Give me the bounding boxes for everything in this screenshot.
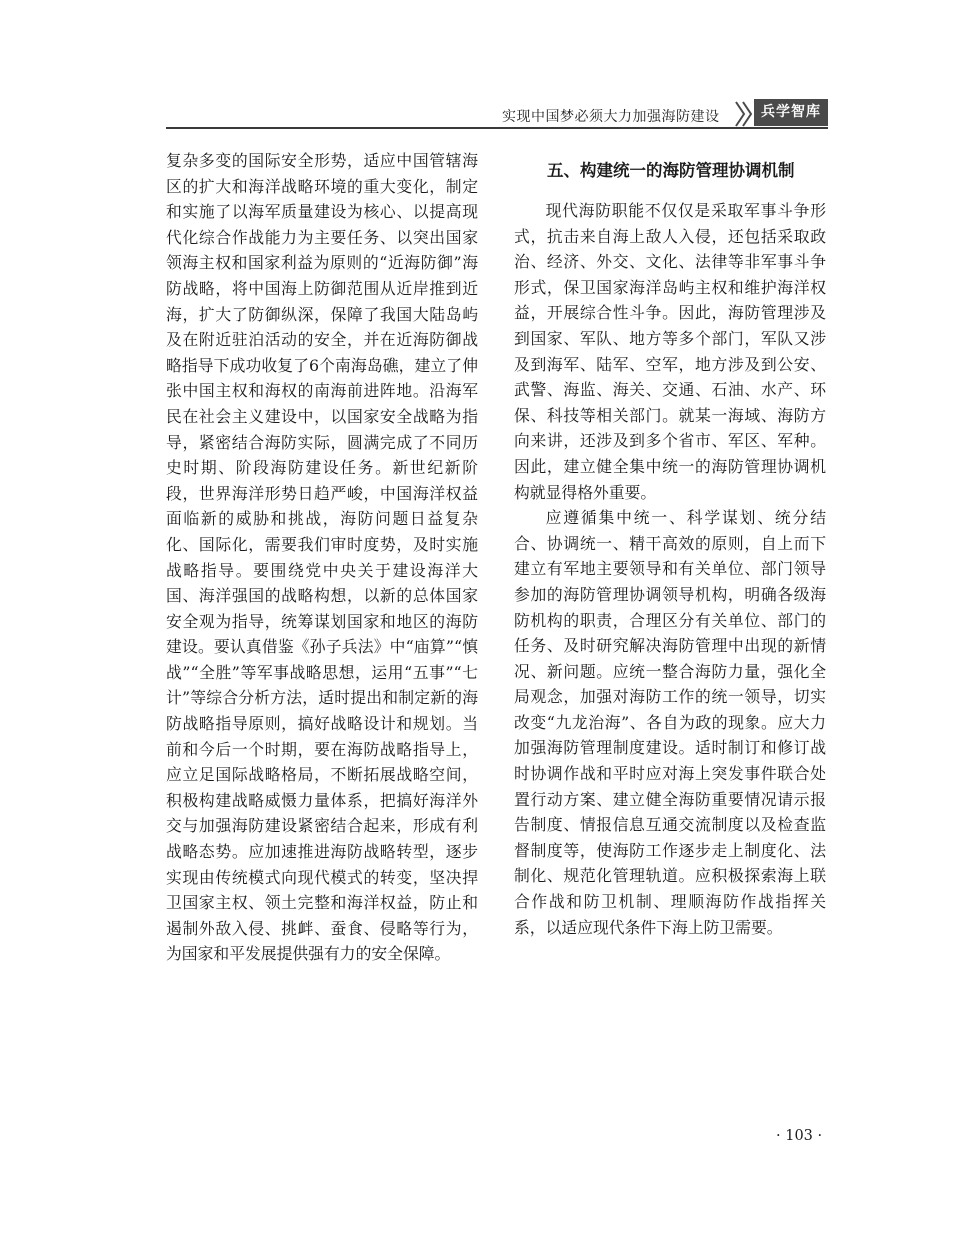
body-paragraph: 现代海防职能不仅仅是采取军事斗争形式，抗击来自海上敌人入侵，还包括采取政治、经济、外交、文化、法律等非军事斗争形式，保卫国家海洋岛屿主权和维护海洋权益，开展综合性斗争。因此，海防管理涉及到国家、军队、地方等多个部门，军队又涉及到海军、陆军、空军，地方涉及到公安、武警、海监、海关、交通、石油、水产、环保、科技等相关部门。就某一海域、海防方向来讲，还涉及到多个省市、军区、军种。因此，建立健全集中统一的海防管理协调机构就显得格外重要。 [514,201,826,502]
double-chevron-icon [734,100,756,128]
left-column [166,148,478,967]
section-heading: 五、构建统一的海防管理协调机制 [547,161,795,180]
page-number: · 103 · [776,1128,823,1144]
right-column [514,148,826,940]
header-rule [166,127,828,129]
running-header-title: 实现中国梦必须大力加强海防建设 [502,109,720,125]
running-header [166,96,828,132]
body-paragraph: 应遵循集中统一、科学谋划、统分结合、协调统一、精干高效的原则，自上而下建立有军地主要领导和有关单位、部门领导参加的海防管理协调领导机构，明确各级海防机构的职责，合理区分有关单位、部门的任务、及时研究解决海防管理中出现的新情况、新问题。应统一整合海防力量，强化全局观念，加强对海防工作的统一领导，切实改变“九龙治海”、各自为政的现象。应大力加强海防管理制度建设。适时制订和修订战时协调作战和平时应对海上突发事件联合处置行动方案、建立健全海防重要情况请示报告制度、情报信息互通交流制度以及检查监督制度等，使海防工作逐步走上制度化、法制化、规范化管理轨道。应积极探索海上联合作战和防卫机制、理顺海防作战指挥关系，以适应现代条件下海上防卫需要。 [514,508,826,937]
body-paragraph: 复杂多变的国际安全形势，适应中国管辖海区的扩大和海洋战略环境的重大变化，制定和实施了以海军质量建设为核心、以提高现代化综合作战能力为主要任务、以突出国家领海主权和国家利益为原则的“近海防御”海防战略，将中国海上防御范围从近岸推到近海，扩大了防御纵深，保障了我国大陆岛屿及在附近驻泊活动的安全，并在近海防御战略指导下成功收复了6个南海岛礁，建立了伸张中国主权和海权的南海前进阵地。沿海军民在社会主义建设中，以国家安全战略为指导，紧密结合海防实际，圆满完成了不同历史时期、阶段海防建设任务。新世纪新阶段，世界海洋形势日趋严峻，中国海洋权益面临新的威胁和挑战，海防问题日益复杂化、国际化，需要我们审时度势，及时实施战略指导。要围绕党中央关于建设海洋大国、海洋强国的战略构想，以新的总体国家安全观为指导，统筹谋划国家和地区的海防建设。要认真借鉴《孙子兵法》中“庙算”“慎战”“全胜”等军事战略思想，运用“五事”“七计”等综合分析方法，适时提出和制定新的海防战略指导原则，搞好战略设计和规划。当前和今后一个时期，要在海防战略指导上，应立足国际战略格局，不断拓展战略空间，积极构建战略威慑力量体系，把搞好海洋外交与加强海防建设紧密结合起来，形成有利战略态势。应加速推进海防战略转型，逐步实现由传统模式向现代模式的转变，坚决捍卫国家主权、领土完整和海洋权益，防止和遏制外敌入侵、挑衅、蚕食、侵略等行为，为国家和平发展提供强有力的安全保障。 [166,151,478,964]
section-tag: 兵学智库 [754,99,828,126]
